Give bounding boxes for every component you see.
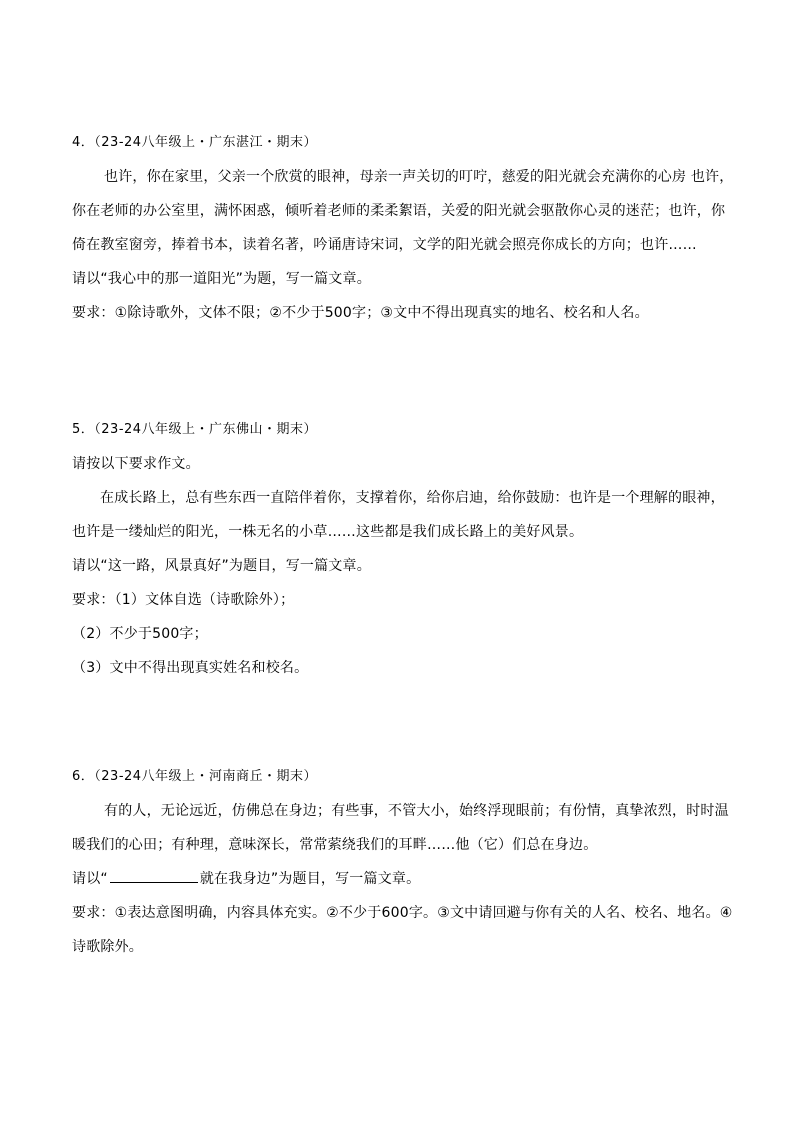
question-4 — [72, 126, 732, 330]
question-5-passage-line: 也许是一缕灿烂的阳光，一株无名的小草……这些都是我们成长路上的美好风景。 — [72, 524, 584, 540]
question-5 — [72, 413, 732, 685]
question-6-prompt-suffix: 就在我身边”为题目，写一篇文章。 — [199, 871, 421, 887]
question-5-header: 5．（23-24八年级上・广东佛山・期末） — [72, 422, 318, 437]
question-4-header: 4．（23-24八年级上・广东湛江・期末） — [72, 135, 318, 150]
question-6-passage-line: 暖我们的心田；有种理，意味深长，常常萦绕我们的耳畔……他（它）们总在身边。 — [72, 837, 598, 853]
question-4-passage-line: 也许，你在家里，父亲一个欣赏的眼神，母亲一声关切的叮咛，慈爱的阳光就会充满你的心房 也许， — [104, 169, 734, 185]
question-6-passage-line: 有的人，无论远近，仿佛总在身边；有些事，不管大小，始终浮现眼前；有份情，真挚浓烈，时时温 — [104, 803, 729, 819]
question-5-passage-line: 在成长路上，总有些东西一直陪伴着你，支撑着你，给你启迪，给你鼓励：也许是一个理解的眼神， — [100, 490, 725, 506]
question-4-prompt: 请以“我心中的那一道阳光”为题，写一篇文章。 — [72, 271, 371, 287]
question-6-prompt-prefix: 请以“ — [72, 871, 108, 887]
question-5-requirement: （3）文中不得出现真实姓名和校名。 — [72, 660, 309, 676]
fill-in-blank — [110, 868, 198, 883]
question-4-passage-line: 你在老师的办公室里，满怀困惑，倾听着老师的柔柔絮语，关爱的阳光就会驱散你心灵的迷茫；也许，你 — [72, 203, 726, 219]
question-5-requirement: 要求：（1）文体自选（诗歌除外）； — [72, 592, 295, 608]
question-6-header: 6．（23-24八年级上・河南商丘・期末） — [72, 769, 318, 784]
question-6-prompt — [72, 862, 732, 896]
question-5-prompt: 请以“这一路，风景真好”为题目，写一篇文章。 — [72, 558, 371, 574]
question-6-requirements: 诗歌除外。 — [72, 939, 143, 955]
question-4-requirements: 要求：①除诗歌外，文体不限；②不少于500字；③文中不得出现真实的地名、校名和人名。 — [72, 305, 649, 321]
question-5-requirement: （2）不少于500字； — [72, 626, 208, 642]
question-6 — [72, 760, 732, 964]
question-4-passage-line: 倚在教室窗旁，捧着书本，读着名著，吟诵唐诗宋词，文学的阳光就会照亮你成长的方向；也许…… — [72, 237, 697, 253]
question-5-intro: 请按以下要求作文。 — [72, 456, 200, 472]
question-6-requirements: 要求：①表达意图明确，内容具体充实。②不少于600字。③文中请回避与你有关的人名、校名、地名。④ — [72, 905, 733, 921]
